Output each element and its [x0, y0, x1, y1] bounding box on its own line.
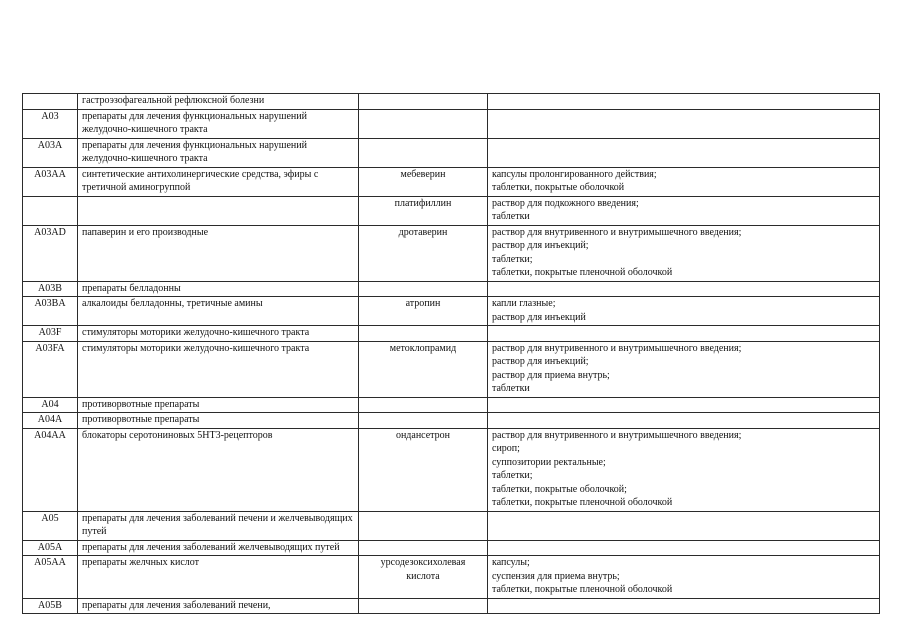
drug-name-cell: мебеверин — [359, 167, 488, 196]
dosage-forms-cell — [488, 511, 880, 540]
pharmacological-group-cell: препараты для лечения функциональных нарушений желудочно-кишечного тракта — [78, 138, 359, 167]
dosage-form-item: таблетки; — [492, 253, 533, 265]
drug-name-cell: платифиллин — [359, 196, 488, 225]
dosage-form-item: капсулы; — [492, 557, 530, 568]
dosage-forms-cell — [488, 109, 880, 138]
dosage-form-item: таблетки, покрытые оболочкой; — [492, 483, 627, 495]
dosage-forms-cell — [488, 138, 880, 167]
dosage-form-item: раствор для инъекций; — [492, 240, 589, 251]
drug-name-cell — [359, 397, 488, 413]
atc-code-cell: A03B — [23, 281, 78, 297]
pharmacological-group-cell — [78, 196, 359, 225]
dosage-forms-cell — [488, 397, 880, 413]
dosage-form-item: таблетки, покрытые пленочной оболочкой — [492, 497, 673, 508]
table-row — [23, 297, 880, 326]
dosage-form-item: капли глазные; — [492, 298, 556, 309]
dosage-form-item: раствор для инъекций — [492, 311, 586, 323]
table-row — [23, 428, 880, 511]
pharmacological-group-cell: стимуляторы моторики желудочно-кишечного тракта — [78, 341, 359, 397]
drug-name-cell: ондансетрон — [359, 428, 488, 511]
dosage-forms-cell — [488, 341, 880, 397]
drug-name-cell — [359, 138, 488, 167]
drug-name-cell: метоклопрамид — [359, 341, 488, 397]
dosage-forms-cell — [488, 196, 880, 225]
pharmacological-group-cell: препараты для лечения заболеваний желчевыводящих путей — [78, 540, 359, 556]
pharmacological-group-cell: препараты белладонны — [78, 281, 359, 297]
dosage-forms-cell — [488, 167, 880, 196]
pharmacological-group-cell: гастроэзофагеальной рефлюксной болезни — [78, 94, 359, 110]
atc-code-cell: A03 — [23, 109, 78, 138]
atc-code-cell: A03F — [23, 326, 78, 342]
drug-name-cell — [359, 413, 488, 429]
atc-code-cell: A05 — [23, 511, 78, 540]
dosage-form-item: таблетки — [492, 211, 530, 222]
drug-name-cell: атропин — [359, 297, 488, 326]
dosage-form-item: раствор для внутривенного и внутримышечного введения; — [492, 226, 742, 238]
dosage-form-item: таблетки, покрытые оболочкой — [492, 182, 625, 193]
dosage-forms-cell — [488, 281, 880, 297]
atc-code-cell: A03FA — [23, 341, 78, 397]
drug-name-cell — [359, 109, 488, 138]
pharmacological-group-cell: алкалоиды белладонны, третичные амины — [78, 297, 359, 326]
dosage-form-item: суспензия для приема внутрь; — [492, 570, 620, 582]
drug-name-cell — [359, 598, 488, 614]
dosage-form-item: раствор для внутривенного и внутримышечного введения; — [492, 342, 742, 354]
table-row — [23, 413, 880, 429]
table-row — [23, 397, 880, 413]
dosage-form-item: раствор для подкожного введения; — [492, 197, 639, 209]
table-row — [23, 540, 880, 556]
drug-name-cell — [359, 511, 488, 540]
pharmacological-group-cell: синтетические антихолинергические средства, эфиры с третичной аминогруппой — [78, 167, 359, 196]
table-row — [23, 556, 880, 599]
table-row — [23, 225, 880, 281]
atc-code-cell: A03AA — [23, 167, 78, 196]
dosage-form-item: таблетки — [492, 383, 530, 394]
dosage-forms-cell — [488, 428, 880, 511]
drug-classification-table — [22, 93, 880, 614]
dosage-forms-cell — [488, 297, 880, 326]
table-row — [23, 341, 880, 397]
dosage-forms-cell — [488, 225, 880, 281]
dosage-form-item: таблетки, покрытые пленочной оболочкой — [492, 584, 673, 595]
dosage-form-item: суппозитории ректальные; — [492, 456, 606, 468]
dosage-form-item: таблетки; — [492, 470, 533, 481]
atc-code-cell: A03BA — [23, 297, 78, 326]
dosage-form-item: капсулы пролонгированного действия; — [492, 168, 657, 180]
drug-name-cell — [359, 326, 488, 342]
atc-code-cell — [23, 196, 78, 225]
pharmacological-group-cell: противорвотные препараты — [78, 413, 359, 429]
dosage-forms-cell — [488, 94, 880, 110]
table-row — [23, 511, 880, 540]
dosage-forms-cell — [488, 556, 880, 599]
table-row — [23, 281, 880, 297]
atc-code-cell: A04 — [23, 397, 78, 413]
table-row — [23, 196, 880, 225]
table-row — [23, 94, 880, 110]
dosage-forms-cell — [488, 540, 880, 556]
atc-code-cell: A05A — [23, 540, 78, 556]
atc-code-cell: A04AA — [23, 428, 78, 511]
pharmacological-group-cell: препараты желчных кислот — [78, 556, 359, 599]
atc-code-cell: A05AA — [23, 556, 78, 599]
atc-code-cell: A05B — [23, 598, 78, 614]
pharmacological-group-cell: препараты для лечения заболеваний печени и желчевыводящих путей — [78, 511, 359, 540]
dosage-forms-cell — [488, 598, 880, 614]
pharmacological-group-cell: блокаторы серотониновых 5HT3-рецепторов — [78, 428, 359, 511]
atc-code-cell: A04A — [23, 413, 78, 429]
table-row — [23, 326, 880, 342]
drug-name-cell: дротаверин — [359, 225, 488, 281]
pharmacological-group-cell: папаверин и его производные — [78, 225, 359, 281]
pharmacological-group-cell: стимуляторы моторики желудочно-кишечного тракта — [78, 326, 359, 342]
dosage-form-item: таблетки, покрытые пленочной оболочкой — [492, 267, 673, 278]
pharmacological-group-cell: препараты для лечения функциональных нарушений желудочно-кишечного тракта — [78, 109, 359, 138]
drug-name-cell — [359, 94, 488, 110]
dosage-forms-cell — [488, 326, 880, 342]
dosage-form-item: сироп; — [492, 443, 520, 454]
pharmacological-group-cell: противорвотные препараты — [78, 397, 359, 413]
dosage-form-item: раствор для инъекций; — [492, 356, 589, 367]
atc-code-cell: A03AD — [23, 225, 78, 281]
atc-code-cell: A03A — [23, 138, 78, 167]
table-row — [23, 598, 880, 614]
dosage-forms-cell — [488, 413, 880, 429]
pharmacological-group-cell: препараты для лечения заболеваний печени, — [78, 598, 359, 614]
drug-name-cell — [359, 540, 488, 556]
drug-name-cell — [359, 281, 488, 297]
table-row — [23, 109, 880, 138]
table-body — [23, 94, 880, 614]
table-row — [23, 167, 880, 196]
table-row — [23, 138, 880, 167]
drug-name-cell: урсодезоксихолевая кислота — [359, 556, 488, 599]
dosage-form-item: раствор для внутривенного и внутримышечного введения; — [492, 429, 742, 441]
atc-code-cell — [23, 94, 78, 110]
dosage-form-item: раствор для приема внутрь; — [492, 369, 610, 381]
